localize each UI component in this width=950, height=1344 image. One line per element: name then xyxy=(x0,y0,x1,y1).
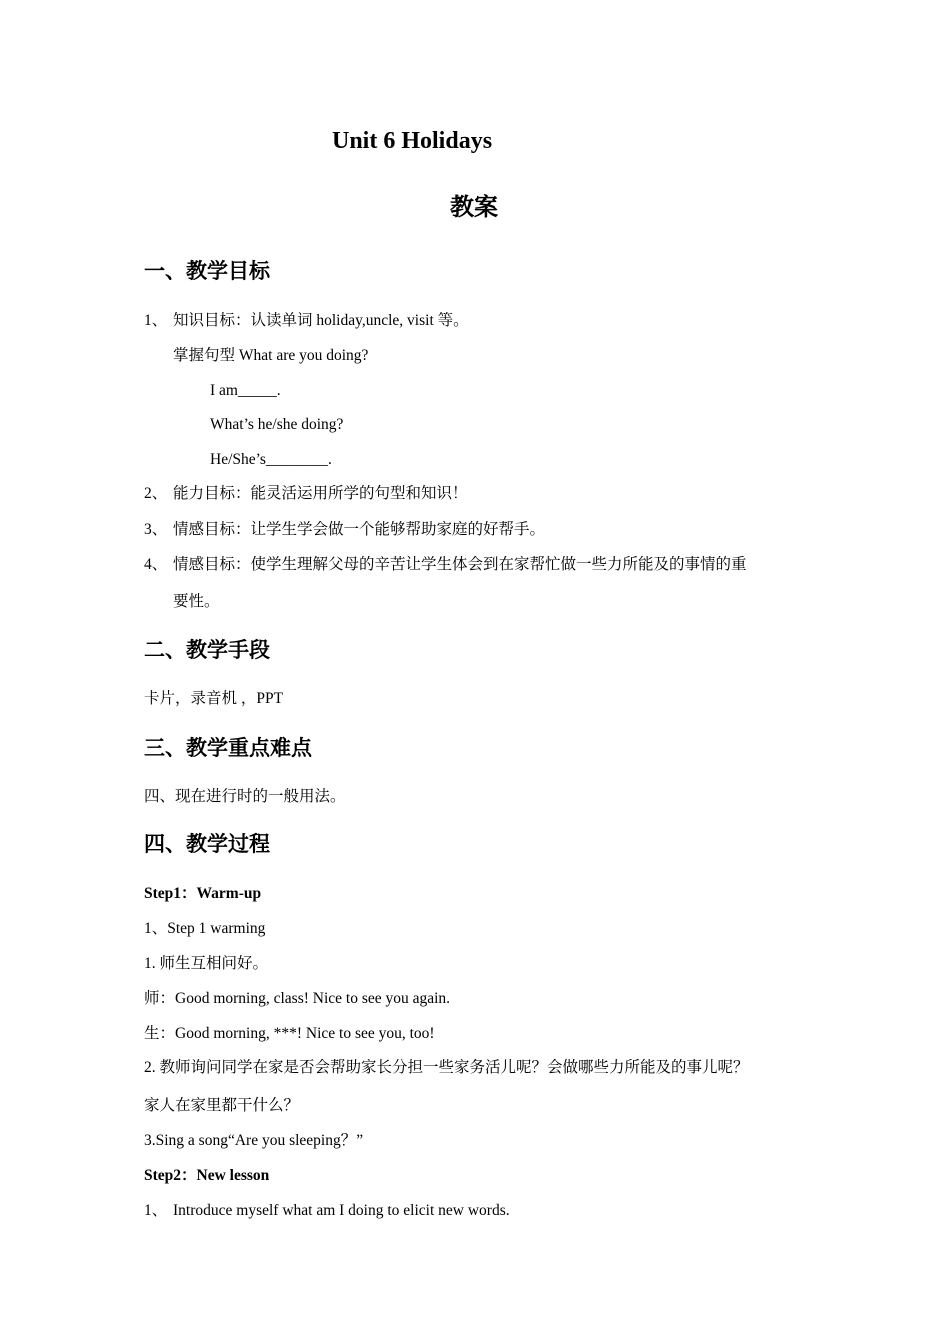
step-heading-new-lesson: Step2：New lesson xyxy=(144,1167,270,1184)
objective-number: 2、 xyxy=(144,485,168,502)
section-heading-keypoints: 三、教学重点难点 xyxy=(144,736,312,760)
objective-text: 情感目标：让学生学会做一个能够帮助家庭的好帮手。 xyxy=(173,521,546,538)
process-line: 家人在家里都干什么？ xyxy=(144,1097,300,1114)
teaching-means-text: 卡片，录音机 ，PPT xyxy=(144,690,284,707)
document-title: Unit 6 Holidays xyxy=(332,128,493,154)
objective-continuation: 要性。 xyxy=(173,593,220,610)
objective-text: 情感目标：使学生理解父母的辛苦让学生体会到在家帮忙做一些力所能及的事情的重 xyxy=(173,556,747,573)
section-heading-means: 二、教学手段 xyxy=(144,638,270,662)
keypoints-text: 四、现在进行时的一般用法。 xyxy=(144,788,346,805)
process-item xyxy=(144,1201,510,1221)
process-number: 1、 xyxy=(144,1202,168,1219)
process-text: Introduce myself what am I doing to elicit new words. xyxy=(173,1202,510,1219)
pattern-line: He/She’s________. xyxy=(210,451,332,468)
objective-number: 4、 xyxy=(144,556,168,573)
pattern-line: I am_____. xyxy=(210,382,281,399)
objective-text: 能力目标：能灵活运用所学的句型和知识！ xyxy=(173,485,468,502)
process-line: 2. 教师询问同学在家是否会帮助家长分担一些家务活儿呢？会做哪些力所能及的事儿呢？ xyxy=(144,1059,749,1076)
process-line: 3.Sing a song“Are you sleeping？” xyxy=(144,1132,364,1149)
process-line: 1、Step 1 warming xyxy=(144,920,266,937)
objective-text: 知识目标：认读单词 holiday,uncle, visit 等。 xyxy=(173,312,469,329)
objective-item-2 xyxy=(144,484,468,504)
process-line: 生：Good morning, ***! Nice to see you, too! xyxy=(144,1025,435,1042)
section-heading-objectives: 一、教学目标 xyxy=(144,259,270,283)
document-subtitle: 教案 xyxy=(450,195,498,221)
objective-item-1 xyxy=(144,311,469,331)
objective-number: 3、 xyxy=(144,521,168,538)
step-heading-warmup: Step1：Warm-up xyxy=(144,885,262,902)
objective-item-3 xyxy=(144,520,545,540)
process-line: 师：Good morning, class! Nice to see you again. xyxy=(144,990,451,1007)
objective-item-4 xyxy=(144,555,747,575)
section-heading-process: 四、教学过程 xyxy=(144,832,270,856)
objective-sentence-pattern: 掌握句型 What are you doing? xyxy=(173,347,369,364)
pattern-line: What’s he/she doing? xyxy=(210,416,344,433)
objective-number: 1、 xyxy=(144,312,168,329)
process-line: 1. 师生互相问好。 xyxy=(144,955,269,972)
